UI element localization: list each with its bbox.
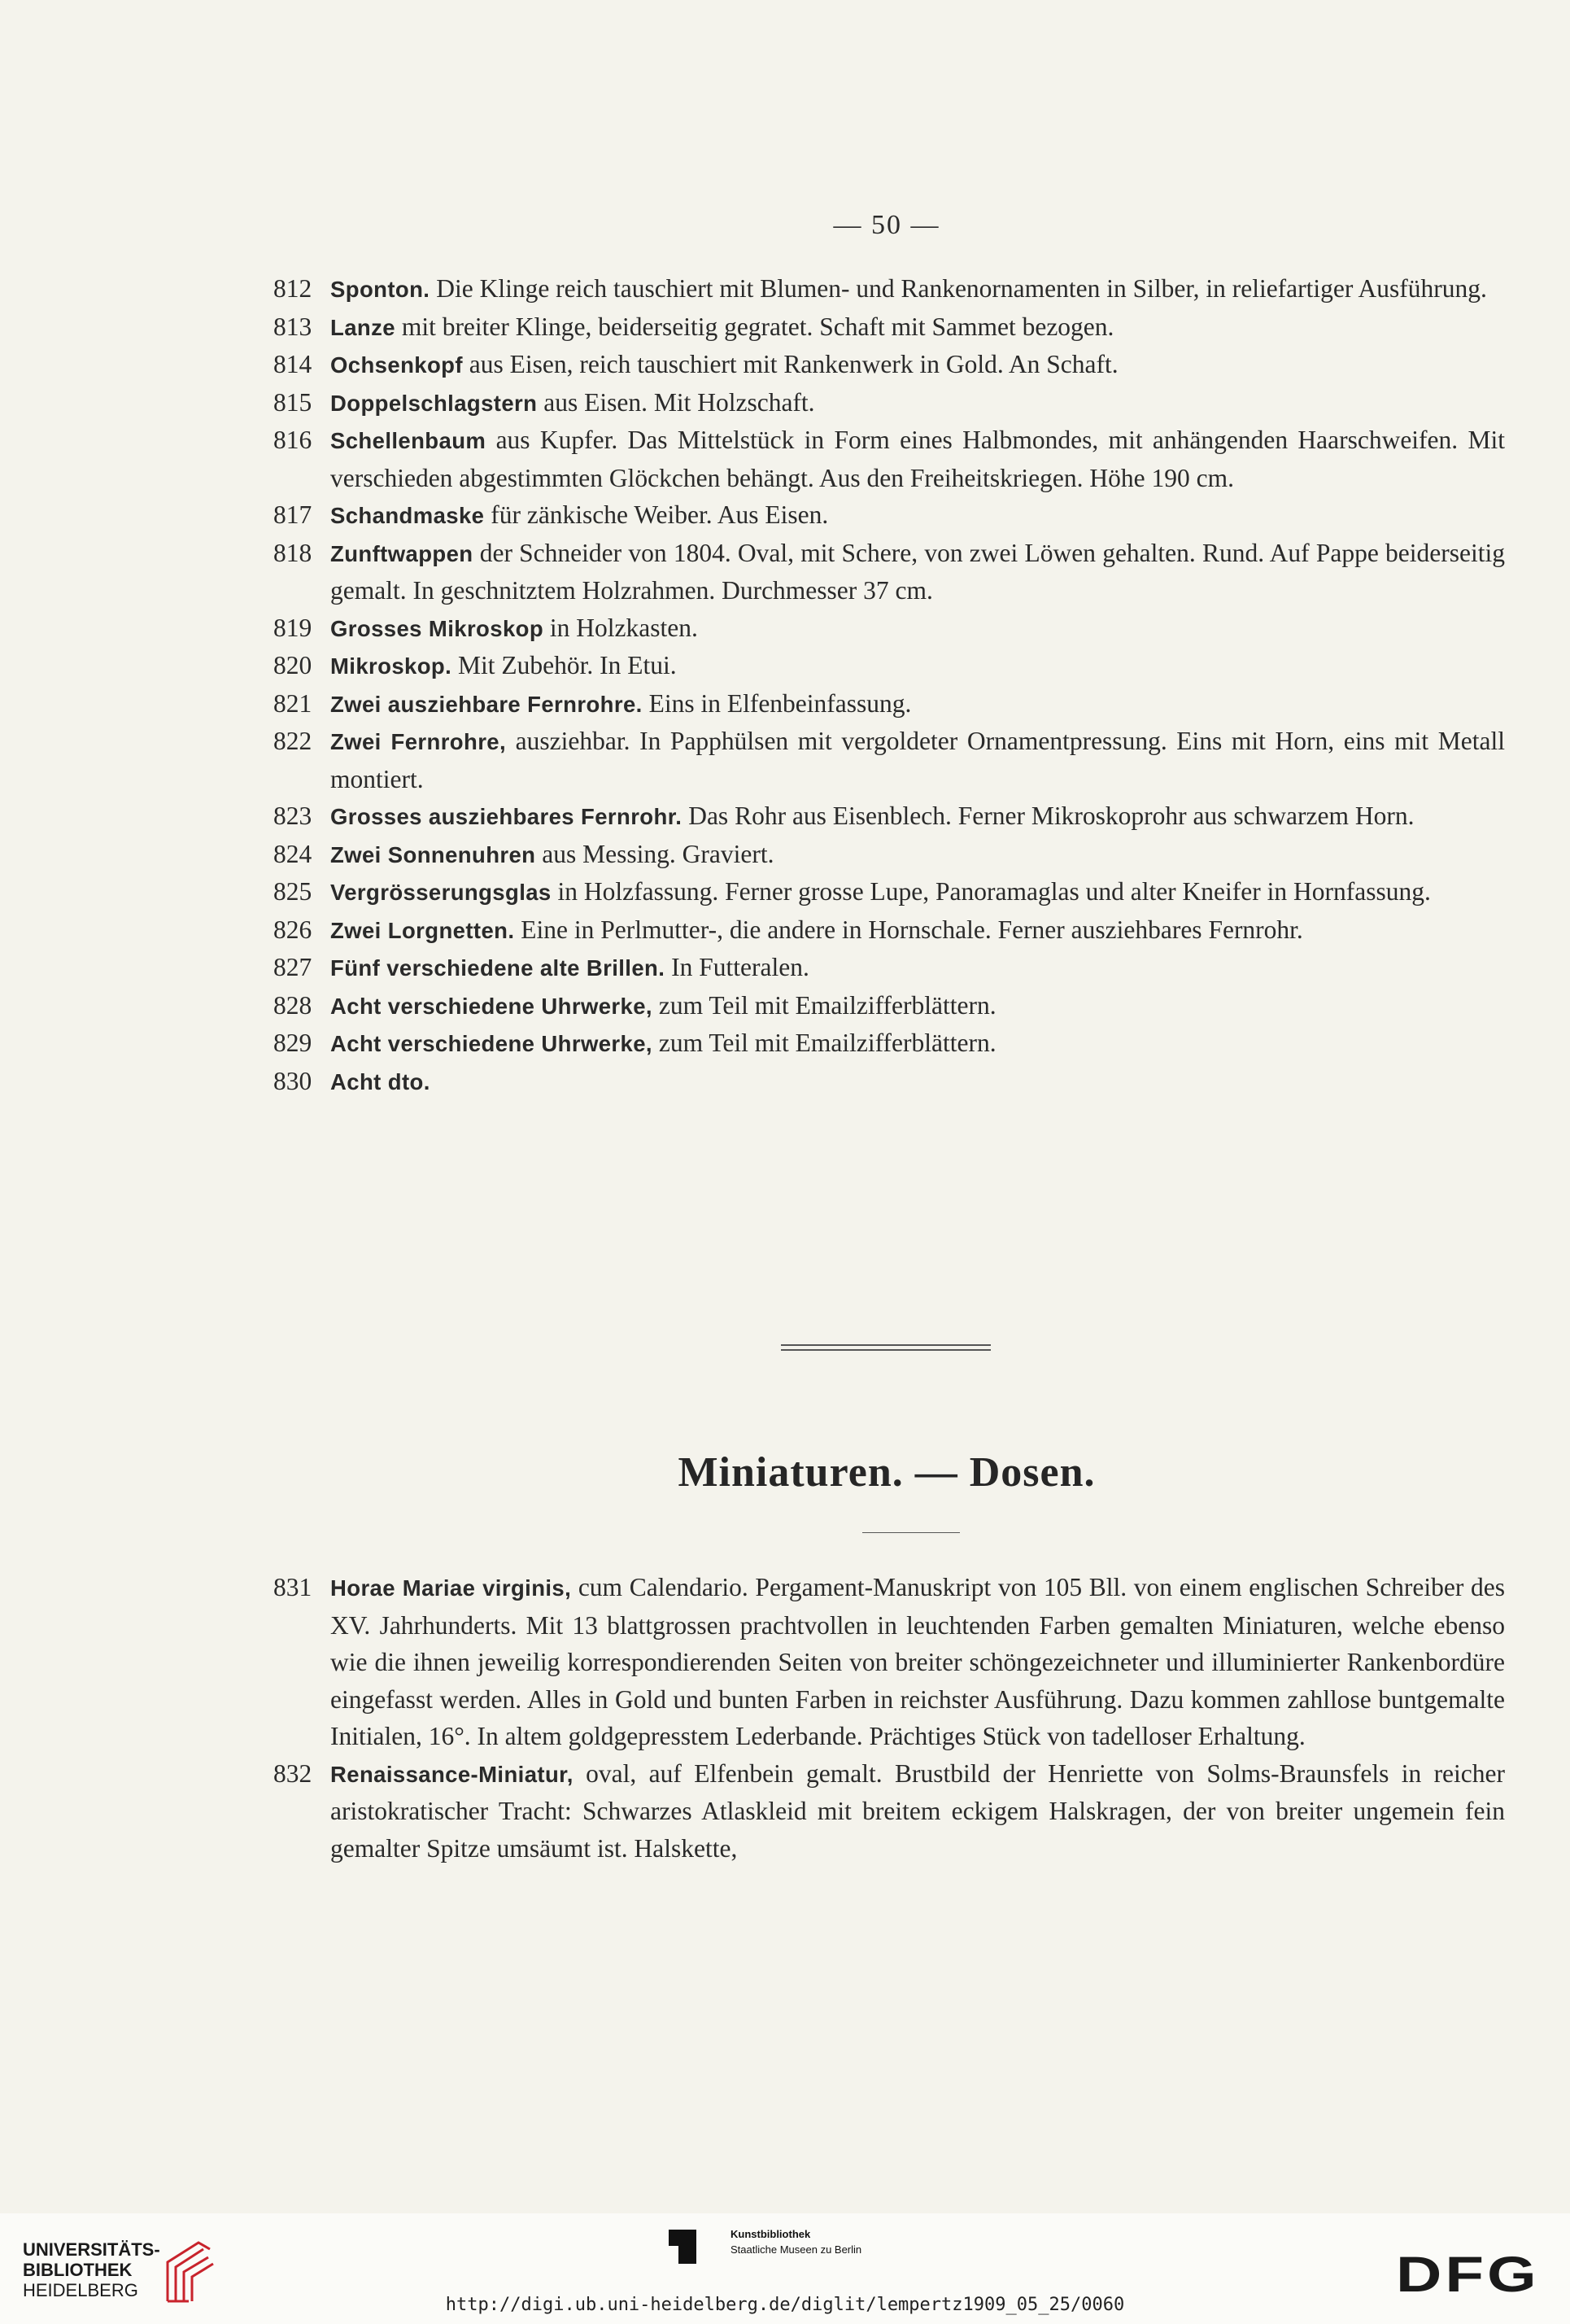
entry-number: 817 [273, 500, 312, 529]
entry-description: Eine in Perlmutter-, die andere in Hornschale. Ferner ausziehbares Fernrohr. [514, 915, 1303, 944]
entry-heading: Lanze [330, 314, 395, 340]
entry-number: 819 [273, 613, 312, 642]
catalog-entry [273, 609, 1505, 648]
entry-description: zum Teil mit Emailzifferblättern. [652, 1029, 997, 1057]
footer-bar [0, 2213, 1570, 2324]
entry-description: Die Klinge reich tauschiert mit Blumen- und Rankenornamenten in Silber, in reliefartiger Ausführung. [430, 274, 1487, 303]
entry-number: 827 [273, 953, 312, 981]
entry-heading: Vergrösserungsglas [330, 880, 552, 905]
entry-description: cum Calendario. Pergament-Manuskript von 105 Bll. von einem englischen Schreiber des XV. Jahrhunderts. Mit 13 blattgrossen prachtvollen in leuchtenden Farben gemalten Miniaturen, welche ebenso wie die ihnen jeweilig korrespondierenden Seiten von breiter schöngezeichneter und illuminierter Rankenbordüre eingefasst werden. Alles in Gold und bunten Farben in reichster Ausführung. Dazu kommen zahllose buntgemalte Initialen, 16°. In altem goldgepresstem Lederbande. Prächtiges Stück von tadelloser Erhaltung. [330, 1573, 1506, 1750]
catalog-entry [273, 911, 1505, 950]
entry-description: Eins in Elfenbeinfassung. [642, 688, 912, 718]
entry-heading: Mikroskop. [330, 653, 452, 679]
entry-number: 832 [273, 1758, 312, 1788]
entry-heading: Fünf verschiedene alte Brillen. [330, 955, 665, 981]
divider-rule [781, 1344, 991, 1346]
entry-heading: Sponton. [330, 277, 430, 302]
catalog-entry [273, 270, 1505, 308]
entry-description: zum Teil mit Emailzifferblättern. [652, 990, 997, 1020]
kb-line-1: Kunstbibliothek [730, 2228, 811, 2240]
entry-heading: Schellenbaum [330, 428, 486, 453]
entry-heading: Ochsenkopf [330, 352, 463, 378]
entry-description: aus Kupfer. Das Mittelstück in Form eines Halbmondes, mit anhängenden Haarschweifen. Mit verschieden abgestimmten Glöckchen behängt. Aus den Freiheitskriegen. Höhe 190 cm. [330, 426, 1505, 492]
entry-number: 829 [273, 1029, 312, 1057]
entry-heading: Doppelschlagstern [330, 390, 538, 416]
ub-line-2: BIBLIOTHEK [23, 2260, 133, 2280]
entry-heading: Horae Mariae virginis, [330, 1575, 572, 1601]
entry-description: Mit Zubehör. In Etui. [451, 651, 677, 679]
entry-number: 813 [273, 312, 312, 341]
ub-line-3: HEIDELBERG [23, 2280, 138, 2300]
catalog-entry [273, 1024, 1505, 1063]
entry-heading: Zwei Lorgnetten. [330, 917, 515, 943]
catalog-entry [273, 685, 1505, 723]
entry-description: aus Eisen. Mit Holzschaft. [537, 387, 815, 417]
entry-heading: Acht verschiedene Uhrwerke, [330, 993, 652, 1019]
catalog-entry [273, 836, 1505, 874]
entry-number: 831 [273, 1573, 312, 1601]
catalog-entry [273, 797, 1505, 836]
entry-heading: Acht dto. [330, 1068, 430, 1094]
entry-heading: Grosses Mikroskop [330, 615, 544, 641]
catalog-entry [273, 949, 1505, 987]
entry-number: 828 [273, 990, 312, 1020]
entry-heading: Zwei Sonnenuhren [330, 841, 536, 867]
entry-heading: Zunftwappen [330, 540, 473, 566]
catalog-entry [273, 1569, 1505, 1755]
catalog-entry [273, 1063, 1505, 1101]
source-url-link[interactable]: http://digi.ub.uni-heidelberg.de/diglit/lempertz1909_05_25/0060 [445, 2295, 1125, 2315]
entry-number: 824 [273, 839, 312, 868]
entry-heading: Zwei Fernrohre, [330, 729, 507, 754]
kb-line-2: Staatliche Museen zu Berlin [730, 2243, 862, 2256]
section-title: Miniaturen. — Dosen. [678, 1449, 1096, 1496]
title-rule [862, 1532, 960, 1533]
catalog-entry [273, 384, 1505, 422]
page-number: — 50 — [833, 210, 940, 240]
entry-number: 815 [273, 387, 312, 417]
ub-logo-text [23, 2239, 160, 2300]
entry-number: 818 [273, 538, 312, 567]
dfg-logo[interactable]: DFG [1396, 2246, 1540, 2303]
entry-number: 812 [273, 274, 312, 303]
catalog-entry [273, 873, 1505, 911]
entry-number: 825 [273, 877, 312, 906]
catalog-entries [273, 270, 1505, 1100]
divider-rule [781, 1349, 991, 1351]
entry-heading: Renaissance-Miniatur, [330, 1761, 573, 1787]
entry-description: der Schneider von 1804. Oval, mit Schere, von zwei Löwen gehalten. Rund. Auf Pappe beiderseitig gemalt. In geschnitztem Holzrahmen. Durchmesser 37 cm. [330, 538, 1505, 605]
catalog-entry [273, 308, 1505, 347]
catalog-entry [273, 723, 1505, 797]
entry-number: 820 [273, 651, 312, 679]
entry-number: 822 [273, 727, 312, 755]
kunstbibliothek-mark-icon [669, 2230, 696, 2264]
catalog-entry [273, 422, 1505, 496]
catalog-entry [273, 647, 1505, 685]
entry-description: in Holzkasten. [543, 613, 698, 642]
entry-number: 814 [273, 350, 312, 378]
catalog-entry [273, 987, 1505, 1025]
entry-heading: Acht verschiedene Uhrwerke, [330, 1031, 652, 1056]
entry-description: für zänkische Weiber. Aus Eisen. [484, 500, 829, 529]
kunstbibliothek-logo[interactable] [669, 2223, 929, 2272]
catalog-entry [273, 535, 1505, 609]
entry-description: aus Eisen, reich tauschiert mit Rankenwerk in Gold. An Schaft. [462, 350, 1119, 378]
entry-description: in Holzfassung. Ferner grosse Lupe, Panoramaglas und alter Kneifer in Hornfassung. [551, 877, 1431, 906]
entry-description: aus Messing. Graviert. [535, 839, 774, 868]
entry-description: oval, auf Elfenbein gemalt. Brustbild der Henriette von Solms-Braunsfels in reicher aristokratischer Tracht: Schwarzes Atlaskleid mit breitem eckigem Halskragen, der von breiter ungemein fein gemalter Spitze umsäumt ist. Halskette, [330, 1758, 1505, 1863]
entry-description: Das Rohr aus Eisenblech. Ferner Mikroskoprohr aus schwarzem Horn. [682, 802, 1415, 830]
ub-line-1: UNIVERSITÄTS- [23, 2239, 160, 2260]
catalog-entry [273, 496, 1505, 535]
kunstbibliothek-text [730, 2226, 861, 2257]
catalog-entry [273, 346, 1505, 384]
catalog-entry [273, 1755, 1505, 1868]
entry-heading: Zwei ausziehbare Fernrohre. [330, 691, 643, 717]
entry-description: mit breiter Klinge, beiderseitig gegratet. Schaft mit Sammet bezogen. [395, 312, 1114, 341]
entry-number: 816 [273, 426, 312, 454]
entry-number: 826 [273, 915, 312, 944]
entry-description: ausziehbar. In Papphülsen mit vergoldeter Ornamentpressung. Eins mit Horn, eins mit Metall montiert. [330, 727, 1505, 793]
entry-heading: Grosses ausziehbares Fernrohr. [330, 804, 683, 829]
entry-number: 821 [273, 688, 312, 718]
entry-number: 823 [273, 802, 312, 830]
entry-heading: Schandmaske [330, 503, 485, 528]
entry-number: 830 [273, 1066, 312, 1095]
entry-description: In Futteralen. [665, 953, 809, 981]
section-entries [273, 1569, 1505, 1867]
